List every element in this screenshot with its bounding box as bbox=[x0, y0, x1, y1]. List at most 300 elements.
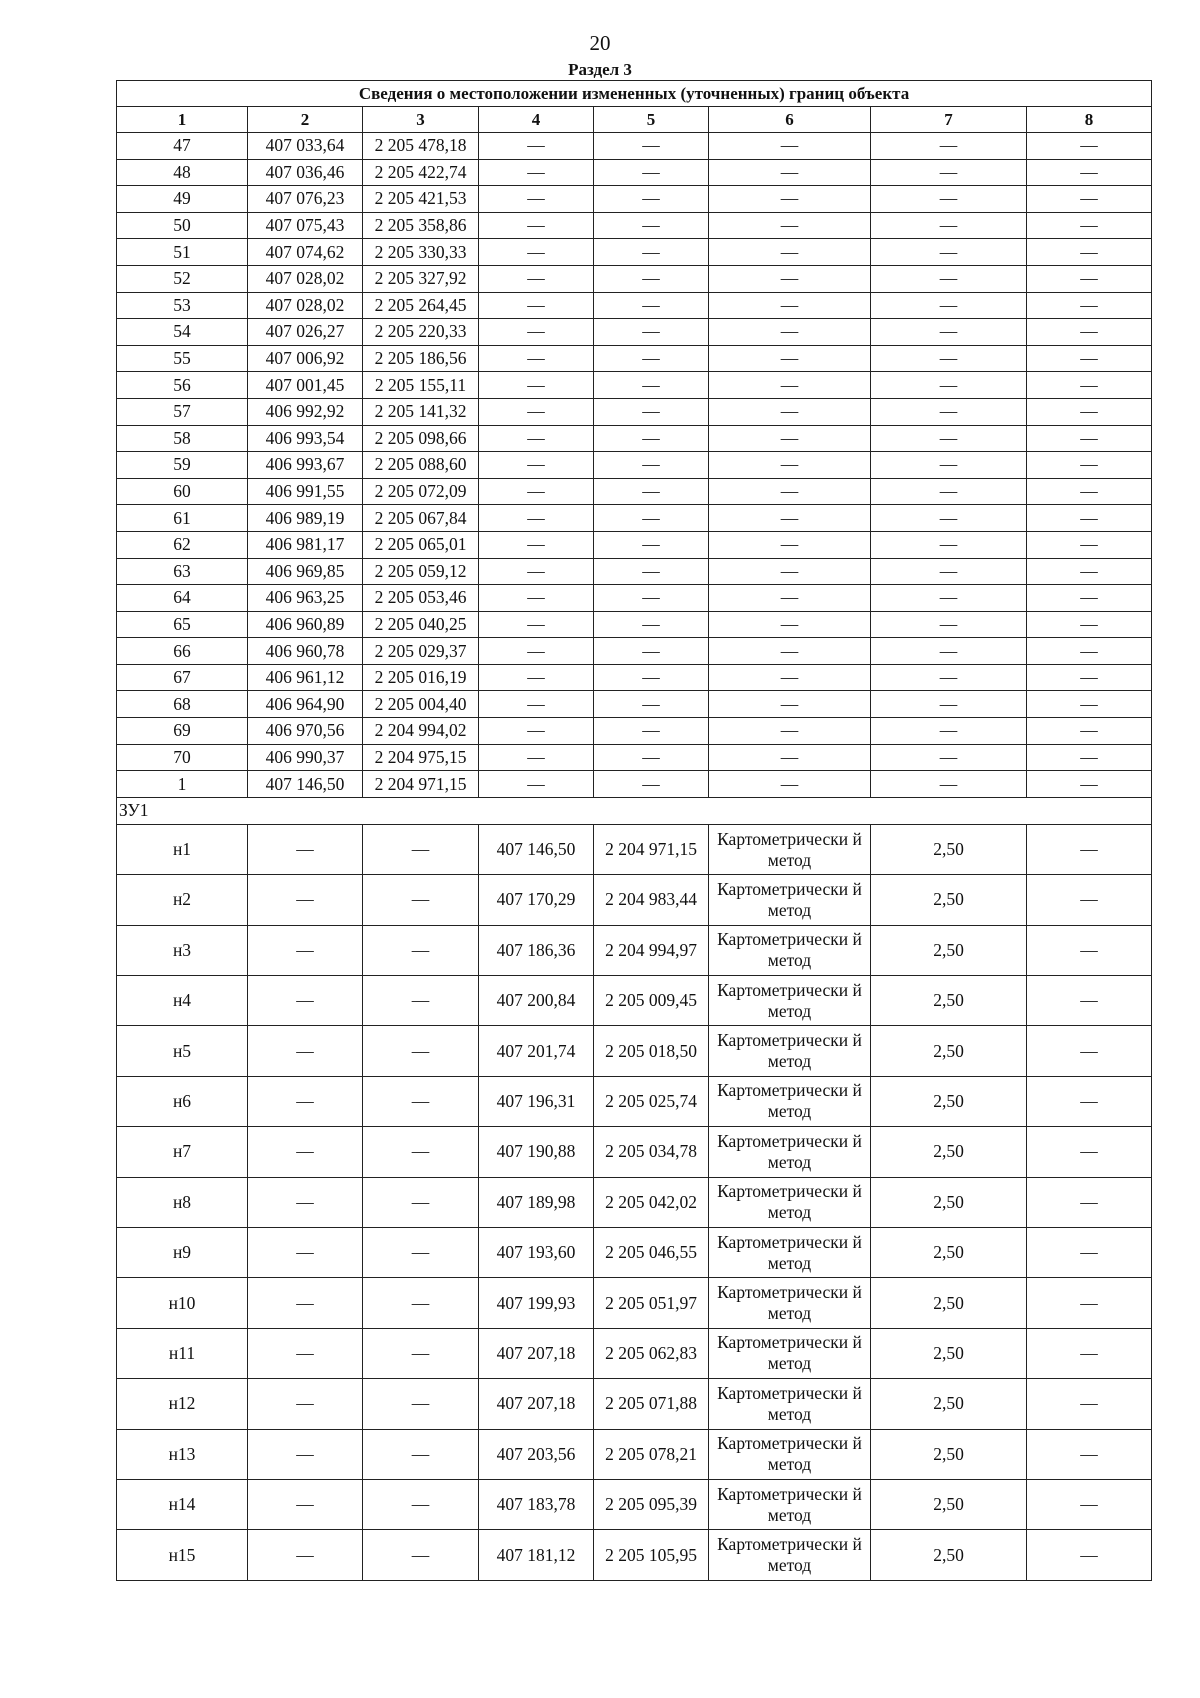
accuracy-cell: 2,50 bbox=[871, 1026, 1027, 1076]
y-coordinate-cell: 2 205 327,92 bbox=[363, 265, 479, 292]
dash-cell: — bbox=[479, 159, 594, 186]
point-number-cell: 50 bbox=[117, 212, 248, 239]
table-row bbox=[117, 558, 1152, 585]
point-number-cell: 1 bbox=[117, 771, 248, 798]
accuracy-cell: 2,50 bbox=[871, 1177, 1027, 1227]
x-coordinate-cell: 406 993,54 bbox=[248, 425, 363, 452]
method-cell: Картометрически й метод bbox=[709, 925, 871, 975]
dash-cell: — bbox=[248, 1379, 363, 1429]
x-coordinate-cell: 406 991,55 bbox=[248, 478, 363, 505]
dash-cell: — bbox=[594, 292, 709, 319]
y-coordinate-cell: 2 205 264,45 bbox=[363, 292, 479, 319]
y-coordinate-cell: 2 205 422,74 bbox=[363, 159, 479, 186]
table-row bbox=[117, 875, 1152, 925]
dash-cell: — bbox=[594, 133, 709, 160]
y-coordinate-cell: 2 205 098,66 bbox=[363, 425, 479, 452]
point-number-cell: 58 bbox=[117, 425, 248, 452]
point-number-cell: н13 bbox=[117, 1429, 248, 1479]
dash-cell: — bbox=[594, 531, 709, 558]
table-row bbox=[117, 1379, 1152, 1429]
point-number-cell: 65 bbox=[117, 611, 248, 638]
table-row bbox=[117, 239, 1152, 266]
method-cell: Картометрически й метод bbox=[709, 1026, 871, 1076]
dash-cell: — bbox=[871, 319, 1027, 346]
dash-cell: — bbox=[479, 718, 594, 745]
method-cell: Картометрически й метод bbox=[709, 1227, 871, 1277]
dash-cell: — bbox=[871, 611, 1027, 638]
dash-cell: — bbox=[479, 186, 594, 213]
table-body bbox=[117, 81, 1152, 1581]
table-row bbox=[117, 1127, 1152, 1177]
table-row bbox=[117, 1328, 1152, 1378]
dash-cell: — bbox=[709, 133, 871, 160]
dash-cell: — bbox=[594, 638, 709, 665]
dash-cell: — bbox=[1027, 976, 1152, 1026]
table-row bbox=[117, 292, 1152, 319]
y-coordinate-cell: 2 204 971,15 bbox=[594, 824, 709, 874]
table-row bbox=[117, 478, 1152, 505]
point-number-cell: 56 bbox=[117, 372, 248, 399]
x-coordinate-cell: 406 960,89 bbox=[248, 611, 363, 638]
dash-cell: — bbox=[1027, 1379, 1152, 1429]
dash-cell: — bbox=[709, 744, 871, 771]
dash-cell: — bbox=[709, 664, 871, 691]
point-number-cell: н2 bbox=[117, 875, 248, 925]
column-number-row bbox=[117, 107, 1152, 133]
table-row bbox=[117, 1177, 1152, 1227]
y-coordinate-cell: 2 205 034,78 bbox=[594, 1127, 709, 1177]
table-row bbox=[117, 159, 1152, 186]
dash-cell: — bbox=[594, 239, 709, 266]
dash-cell: — bbox=[1027, 159, 1152, 186]
x-coordinate-cell: 406 963,25 bbox=[248, 585, 363, 612]
dash-cell: — bbox=[363, 976, 479, 1026]
dash-cell: — bbox=[479, 664, 594, 691]
y-coordinate-cell: 2 205 029,37 bbox=[363, 638, 479, 665]
dash-cell: — bbox=[871, 292, 1027, 319]
dash-cell: — bbox=[1027, 239, 1152, 266]
dash-cell: — bbox=[871, 372, 1027, 399]
table-row bbox=[117, 718, 1152, 745]
table-title-row bbox=[117, 81, 1152, 107]
dash-cell: — bbox=[1027, 1026, 1152, 1076]
y-coordinate-cell: 2 204 994,97 bbox=[594, 925, 709, 975]
dash-cell: — bbox=[1027, 345, 1152, 372]
dash-cell: — bbox=[1027, 1429, 1152, 1479]
y-coordinate-cell: 2 205 042,02 bbox=[594, 1177, 709, 1227]
dash-cell: — bbox=[1027, 212, 1152, 239]
dash-cell: — bbox=[1027, 1127, 1152, 1177]
accuracy-cell: 2,50 bbox=[871, 1429, 1027, 1479]
column-number-cell: 3 bbox=[363, 107, 479, 133]
x-coordinate-cell: 407 074,62 bbox=[248, 239, 363, 266]
y-coordinate-cell: 2 205 330,33 bbox=[363, 239, 479, 266]
x-coordinate-cell: 407 146,50 bbox=[479, 824, 594, 874]
accuracy-cell: 2,50 bbox=[871, 1227, 1027, 1277]
dash-cell: — bbox=[871, 186, 1027, 213]
table-row bbox=[117, 319, 1152, 346]
point-number-cell: 62 bbox=[117, 531, 248, 558]
dash-cell: — bbox=[479, 638, 594, 665]
dash-cell: — bbox=[871, 452, 1027, 479]
accuracy-cell: 2,50 bbox=[871, 1328, 1027, 1378]
x-coordinate-cell: 407 006,92 bbox=[248, 345, 363, 372]
dash-cell: — bbox=[248, 875, 363, 925]
dash-cell: — bbox=[479, 771, 594, 798]
dash-cell: — bbox=[1027, 558, 1152, 585]
dash-cell: — bbox=[1027, 531, 1152, 558]
dash-cell: — bbox=[1027, 265, 1152, 292]
dash-cell: — bbox=[594, 398, 709, 425]
dash-cell: — bbox=[363, 1076, 479, 1126]
accuracy-cell: 2,50 bbox=[871, 1479, 1027, 1529]
point-number-cell: 53 bbox=[117, 292, 248, 319]
dash-cell: — bbox=[363, 824, 479, 874]
point-number-cell: н11 bbox=[117, 1328, 248, 1378]
dash-cell: — bbox=[479, 611, 594, 638]
x-coordinate-cell: 407 201,74 bbox=[479, 1026, 594, 1076]
table-row bbox=[117, 638, 1152, 665]
dash-cell: — bbox=[1027, 186, 1152, 213]
dash-cell: — bbox=[248, 1479, 363, 1529]
dash-cell: — bbox=[248, 925, 363, 975]
y-coordinate-cell: 2 205 421,53 bbox=[363, 186, 479, 213]
dash-cell: — bbox=[871, 505, 1027, 532]
dash-cell: — bbox=[871, 718, 1027, 745]
table-row bbox=[117, 531, 1152, 558]
dash-cell: — bbox=[479, 691, 594, 718]
dash-cell: — bbox=[479, 372, 594, 399]
dash-cell: — bbox=[709, 691, 871, 718]
dash-cell: — bbox=[594, 771, 709, 798]
x-coordinate-cell: 407 196,31 bbox=[479, 1076, 594, 1126]
accuracy-cell: 2,50 bbox=[871, 1379, 1027, 1429]
table-row bbox=[117, 1076, 1152, 1126]
x-coordinate-cell: 407 181,12 bbox=[479, 1530, 594, 1580]
dash-cell: — bbox=[594, 478, 709, 505]
dash-cell: — bbox=[709, 558, 871, 585]
table-row bbox=[117, 398, 1152, 425]
y-coordinate-cell: 2 205 016,19 bbox=[363, 664, 479, 691]
column-number-cell: 7 bbox=[871, 107, 1027, 133]
y-coordinate-cell: 2 205 186,56 bbox=[363, 345, 479, 372]
accuracy-cell: 2,50 bbox=[871, 925, 1027, 975]
dash-cell: — bbox=[1027, 691, 1152, 718]
point-number-cell: н9 bbox=[117, 1227, 248, 1277]
dash-cell: — bbox=[248, 976, 363, 1026]
method-cell: Картометрически й метод bbox=[709, 1127, 871, 1177]
method-cell: Картометрически й метод bbox=[709, 1429, 871, 1479]
dash-cell: — bbox=[871, 531, 1027, 558]
dash-cell: — bbox=[479, 478, 594, 505]
y-coordinate-cell: 2 205 078,21 bbox=[594, 1429, 709, 1479]
dash-cell: — bbox=[1027, 611, 1152, 638]
dash-cell: — bbox=[709, 638, 871, 665]
dash-cell: — bbox=[363, 1530, 479, 1580]
point-number-cell: 69 bbox=[117, 718, 248, 745]
x-coordinate-cell: 407 028,02 bbox=[248, 292, 363, 319]
x-coordinate-cell: 407 028,02 bbox=[248, 265, 363, 292]
point-number-cell: 47 bbox=[117, 133, 248, 160]
x-coordinate-cell: 407 193,60 bbox=[479, 1227, 594, 1277]
point-number-cell: 55 bbox=[117, 345, 248, 372]
point-number-cell: н8 bbox=[117, 1177, 248, 1227]
table-row bbox=[117, 345, 1152, 372]
dash-cell: — bbox=[248, 1328, 363, 1378]
method-cell: Картометрически й метод bbox=[709, 1328, 871, 1378]
dash-cell: — bbox=[479, 319, 594, 346]
dash-cell: — bbox=[363, 1328, 479, 1378]
x-coordinate-cell: 406 964,90 bbox=[248, 691, 363, 718]
dash-cell: — bbox=[479, 345, 594, 372]
dash-cell: — bbox=[1027, 664, 1152, 691]
table-row bbox=[117, 691, 1152, 718]
x-coordinate-cell: 407 200,84 bbox=[479, 976, 594, 1026]
dash-cell: — bbox=[1027, 1227, 1152, 1277]
dash-cell: — bbox=[871, 664, 1027, 691]
table-row bbox=[117, 1530, 1152, 1580]
point-number-cell: 52 bbox=[117, 265, 248, 292]
x-coordinate-cell: 407 001,45 bbox=[248, 372, 363, 399]
dash-cell: — bbox=[1027, 452, 1152, 479]
method-cell: Картометрически й метод bbox=[709, 1177, 871, 1227]
y-coordinate-cell: 2 205 072,09 bbox=[363, 478, 479, 505]
y-coordinate-cell: 2 205 053,46 bbox=[363, 585, 479, 612]
table-row bbox=[117, 372, 1152, 399]
dash-cell: — bbox=[1027, 319, 1152, 346]
y-coordinate-cell: 2 205 004,40 bbox=[363, 691, 479, 718]
dash-cell: — bbox=[479, 744, 594, 771]
table-row bbox=[117, 744, 1152, 771]
y-coordinate-cell: 2 205 051,97 bbox=[594, 1278, 709, 1328]
column-number-cell: 4 bbox=[479, 107, 594, 133]
y-coordinate-cell: 2 205 088,60 bbox=[363, 452, 479, 479]
group-row bbox=[117, 797, 1152, 824]
dash-cell: — bbox=[248, 1076, 363, 1126]
dash-cell: — bbox=[248, 1026, 363, 1076]
x-coordinate-cell: 407 189,98 bbox=[479, 1177, 594, 1227]
table-row bbox=[117, 771, 1152, 798]
boundary-table bbox=[116, 80, 1152, 1581]
dash-cell: — bbox=[871, 691, 1027, 718]
accuracy-cell: 2,50 bbox=[871, 875, 1027, 925]
dash-cell: — bbox=[871, 638, 1027, 665]
dash-cell: — bbox=[248, 1127, 363, 1177]
dash-cell: — bbox=[1027, 133, 1152, 160]
dash-cell: — bbox=[479, 398, 594, 425]
dash-cell: — bbox=[363, 925, 479, 975]
y-coordinate-cell: 2 204 994,02 bbox=[363, 718, 479, 745]
dash-cell: — bbox=[871, 133, 1027, 160]
dash-cell: — bbox=[871, 771, 1027, 798]
dash-cell: — bbox=[594, 212, 709, 239]
y-coordinate-cell: 2 205 009,45 bbox=[594, 976, 709, 1026]
point-number-cell: 66 bbox=[117, 638, 248, 665]
point-number-cell: 68 bbox=[117, 691, 248, 718]
x-coordinate-cell: 406 981,17 bbox=[248, 531, 363, 558]
x-coordinate-cell: 406 970,56 bbox=[248, 718, 363, 745]
dash-cell: — bbox=[1027, 505, 1152, 532]
accuracy-cell: 2,50 bbox=[871, 824, 1027, 874]
point-number-cell: 64 bbox=[117, 585, 248, 612]
method-cell: Картометрически й метод bbox=[709, 875, 871, 925]
y-coordinate-cell: 2 205 095,39 bbox=[594, 1479, 709, 1529]
column-number-cell: 5 bbox=[594, 107, 709, 133]
x-coordinate-cell: 406 989,19 bbox=[248, 505, 363, 532]
x-coordinate-cell: 406 993,67 bbox=[248, 452, 363, 479]
dash-cell: — bbox=[871, 558, 1027, 585]
table-row bbox=[117, 585, 1152, 612]
dash-cell: — bbox=[1027, 1479, 1152, 1529]
dash-cell: — bbox=[594, 425, 709, 452]
dash-cell: — bbox=[871, 478, 1027, 505]
dash-cell: — bbox=[479, 292, 594, 319]
dash-cell: — bbox=[1027, 372, 1152, 399]
table-title: Сведения о местоположении измененных (уточненных) границ объекта bbox=[117, 81, 1152, 107]
dash-cell: — bbox=[1027, 824, 1152, 874]
point-number-cell: н3 bbox=[117, 925, 248, 975]
dash-cell: — bbox=[709, 159, 871, 186]
method-cell: Картометрически й метод bbox=[709, 1379, 871, 1429]
point-number-cell: 49 bbox=[117, 186, 248, 213]
table-row bbox=[117, 1429, 1152, 1479]
point-number-cell: н12 bbox=[117, 1379, 248, 1429]
point-number-cell: н15 bbox=[117, 1530, 248, 1580]
x-coordinate-cell: 407 076,23 bbox=[248, 186, 363, 213]
dash-cell: — bbox=[479, 425, 594, 452]
table-row bbox=[117, 1026, 1152, 1076]
dash-cell: — bbox=[709, 771, 871, 798]
dash-cell: — bbox=[479, 531, 594, 558]
x-coordinate-cell: 407 170,29 bbox=[479, 875, 594, 925]
dash-cell: — bbox=[248, 1177, 363, 1227]
dash-cell: — bbox=[594, 611, 709, 638]
dash-cell: — bbox=[363, 1429, 479, 1479]
section-title: Раздел 3 bbox=[568, 60, 632, 79]
point-number-cell: 57 bbox=[117, 398, 248, 425]
method-cell: Картометрически й метод bbox=[709, 824, 871, 874]
point-number-cell: 67 bbox=[117, 664, 248, 691]
column-number-cell: 2 bbox=[248, 107, 363, 133]
dash-cell: — bbox=[709, 239, 871, 266]
method-cell: Картометрически й метод bbox=[709, 1479, 871, 1529]
dash-cell: — bbox=[594, 186, 709, 213]
point-number-cell: н4 bbox=[117, 976, 248, 1026]
dash-cell: — bbox=[1027, 638, 1152, 665]
accuracy-cell: 2,50 bbox=[871, 1076, 1027, 1126]
x-coordinate-cell: 407 036,46 bbox=[248, 159, 363, 186]
dash-cell: — bbox=[871, 265, 1027, 292]
dash-cell: — bbox=[479, 239, 594, 266]
x-coordinate-cell: 406 961,12 bbox=[248, 664, 363, 691]
dash-cell: — bbox=[363, 1177, 479, 1227]
dash-cell: — bbox=[363, 1479, 479, 1529]
dash-cell: — bbox=[709, 611, 871, 638]
x-coordinate-cell: 407 207,18 bbox=[479, 1328, 594, 1378]
point-number-cell: 63 bbox=[117, 558, 248, 585]
x-coordinate-cell: 407 186,36 bbox=[479, 925, 594, 975]
table-row bbox=[117, 1278, 1152, 1328]
column-number-cell: 8 bbox=[1027, 107, 1152, 133]
dash-cell: — bbox=[479, 212, 594, 239]
point-number-cell: 51 bbox=[117, 239, 248, 266]
dash-cell: — bbox=[363, 1278, 479, 1328]
method-cell: Картометрически й метод bbox=[709, 1530, 871, 1580]
dash-cell: — bbox=[363, 1379, 479, 1429]
dash-cell: — bbox=[709, 718, 871, 745]
dash-cell: — bbox=[709, 292, 871, 319]
group-label-cell: ЗУ1 bbox=[117, 797, 1152, 824]
dash-cell: — bbox=[709, 345, 871, 372]
point-number-cell: н10 bbox=[117, 1278, 248, 1328]
accuracy-cell: 2,50 bbox=[871, 1530, 1027, 1580]
y-coordinate-cell: 2 205 059,12 bbox=[363, 558, 479, 585]
table-row bbox=[117, 824, 1152, 874]
accuracy-cell: 2,50 bbox=[871, 976, 1027, 1026]
point-number-cell: н7 bbox=[117, 1127, 248, 1177]
table-row bbox=[117, 505, 1152, 532]
dash-cell: — bbox=[1027, 1177, 1152, 1227]
y-coordinate-cell: 2 204 971,15 bbox=[363, 771, 479, 798]
point-number-cell: н1 bbox=[117, 824, 248, 874]
dash-cell: — bbox=[594, 505, 709, 532]
table-row bbox=[117, 212, 1152, 239]
dash-cell: — bbox=[1027, 1278, 1152, 1328]
x-coordinate-cell: 407 026,27 bbox=[248, 319, 363, 346]
point-number-cell: 61 bbox=[117, 505, 248, 532]
dash-cell: — bbox=[594, 718, 709, 745]
x-coordinate-cell: 407 199,93 bbox=[479, 1278, 594, 1328]
y-coordinate-cell: 2 205 062,83 bbox=[594, 1328, 709, 1378]
point-number-cell: н14 bbox=[117, 1479, 248, 1529]
table-row bbox=[117, 1479, 1152, 1529]
point-number-cell: 70 bbox=[117, 744, 248, 771]
page-number: 20 bbox=[589, 31, 611, 55]
dash-cell: — bbox=[594, 319, 709, 346]
y-coordinate-cell: 2 205 105,95 bbox=[594, 1530, 709, 1580]
dash-cell: — bbox=[709, 265, 871, 292]
dash-cell: — bbox=[1027, 585, 1152, 612]
dash-cell: — bbox=[709, 505, 871, 532]
dash-cell: — bbox=[709, 186, 871, 213]
y-coordinate-cell: 2 205 141,32 bbox=[363, 398, 479, 425]
y-coordinate-cell: 2 205 071,88 bbox=[594, 1379, 709, 1429]
dash-cell: — bbox=[1027, 425, 1152, 452]
dash-cell: — bbox=[871, 585, 1027, 612]
dash-cell: — bbox=[709, 425, 871, 452]
table-row bbox=[117, 452, 1152, 479]
point-number-cell: 60 bbox=[117, 478, 248, 505]
dash-cell: — bbox=[248, 1530, 363, 1580]
y-coordinate-cell: 2 205 478,18 bbox=[363, 133, 479, 160]
point-number-cell: 54 bbox=[117, 319, 248, 346]
dash-cell: — bbox=[363, 1227, 479, 1277]
y-coordinate-cell: 2 205 065,01 bbox=[363, 531, 479, 558]
dash-cell: — bbox=[363, 1127, 479, 1177]
dash-cell: — bbox=[594, 558, 709, 585]
dash-cell: — bbox=[248, 1227, 363, 1277]
dash-cell: — bbox=[1027, 744, 1152, 771]
table-row bbox=[117, 1227, 1152, 1277]
dash-cell: — bbox=[594, 744, 709, 771]
x-coordinate-cell: 407 075,43 bbox=[248, 212, 363, 239]
dash-cell: — bbox=[871, 159, 1027, 186]
accuracy-cell: 2,50 bbox=[871, 1278, 1027, 1328]
dash-cell: — bbox=[709, 585, 871, 612]
y-coordinate-cell: 2 205 220,33 bbox=[363, 319, 479, 346]
y-coordinate-cell: 2 205 040,25 bbox=[363, 611, 479, 638]
dash-cell: — bbox=[479, 505, 594, 532]
